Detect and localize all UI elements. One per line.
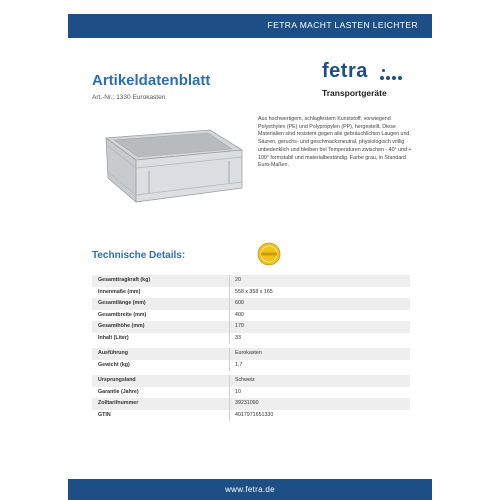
spec-label: Gesamtbreite (mm) — [98, 311, 147, 318]
table-row — [92, 348, 410, 360]
header-bar — [68, 14, 432, 38]
page-title: Artikeldatenblatt — [92, 72, 211, 89]
spec-value: 10 — [235, 388, 241, 395]
spec-value: 4017971651330 — [235, 411, 274, 418]
spec-label: GTIN — [98, 411, 111, 418]
table-row — [92, 321, 410, 333]
spec-label: Zolltarifnummer — [98, 400, 139, 406]
table-row — [92, 410, 410, 422]
spec-value: 558 x 358 x 165 — [235, 288, 273, 295]
spec-label: Innenmaße (mm) — [98, 288, 141, 295]
footer-website-link[interactable]: www.fetra.de — [225, 485, 275, 494]
product-description: Aus hochwertigem, schlagfestem Kunststoff, vorwiegend Polyethylen (PE) und Polypropylen (PP), hergestellt. Diese Materialien sind resistent gegen alle gebräuchlichen Laugen und Säuren, geruchs- und geschmacksneutral, physiologisch völlig unbedenklich und bleiben bei Temperaturen zwischen - 40° und + 100° formstabil und materialbeständig. Farbe grau, in Standard Euro-Maßen. — [258, 116, 412, 169]
logo-dot-icon-top — [382, 69, 385, 72]
euro-crate-image — [92, 116, 248, 212]
footer-bar — [68, 479, 432, 500]
table-row — [92, 398, 410, 410]
table-row — [92, 298, 410, 310]
spec-value: 170 — [235, 323, 244, 329]
table-row — [92, 387, 410, 399]
technical-details-heading: Technische Details: — [92, 250, 186, 261]
spec-label: Gesamtlänge (mm) — [98, 300, 146, 306]
spec-value: 1,7 — [235, 361, 243, 368]
spec-label: Ursprungsland — [98, 377, 136, 383]
spec-label: Inhalt (Liter) — [98, 334, 129, 341]
table-row — [92, 360, 410, 372]
spec-value: Eurokasten — [235, 350, 262, 356]
table-row — [92, 375, 410, 387]
spec-label: Ausführung — [98, 350, 129, 356]
spec-label: Gesamttragkraft (kg) — [98, 277, 151, 283]
spec-value: 600 — [235, 300, 244, 306]
logo-subtitle: Transportgeräte — [322, 88, 387, 98]
table-row — [92, 310, 410, 322]
table-row — [92, 287, 410, 299]
spec-table — [92, 275, 410, 421]
spec-label: Gewicht (kg) — [98, 361, 130, 368]
spec-value: 20 — [235, 277, 241, 283]
table-row — [92, 333, 410, 345]
spec-value: 39231090 — [235, 400, 259, 406]
spec-label: Gesamthöhe (mm) — [98, 323, 145, 329]
quality-seal-icon — [257, 242, 281, 266]
spec-label: Garantie (Jahre) — [98, 388, 139, 395]
spec-value: 33 — [235, 334, 241, 341]
spec-value: 400 — [235, 311, 244, 318]
logo-wordmark: fetra — [322, 60, 368, 82]
spec-value: Schweiz — [235, 377, 255, 383]
logo-dots-icon — [380, 76, 402, 80]
table-row — [92, 275, 410, 287]
header-slogan: FETRA MACHT LASTEN LEICHTER — [267, 20, 418, 30]
article-number: Art.-Nr.: 1330 Eurokasten — [92, 94, 166, 101]
